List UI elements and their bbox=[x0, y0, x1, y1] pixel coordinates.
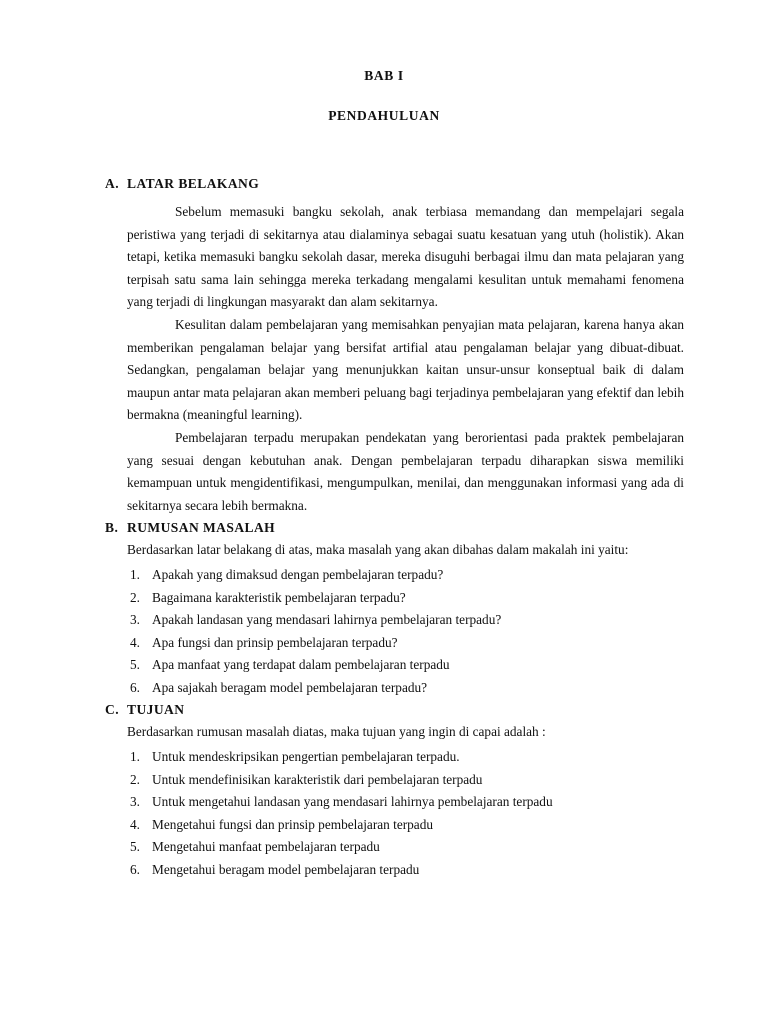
list-item-text: Untuk mendefinisikan karakteristik dari pembelajaran terpadu bbox=[152, 771, 483, 787]
list-item-text: Untuk mendeskripsikan pengertian pembelajaran terpadu. bbox=[152, 749, 460, 765]
list-item-number: 5. bbox=[130, 839, 140, 855]
section-b-heading-label: RUMUSAN MASALAH bbox=[127, 520, 276, 536]
list-item-text: Apa fungsi dan prinsip pembelajaran terpadu? bbox=[152, 634, 398, 650]
list-item bbox=[127, 587, 684, 610]
chapter-name-heading: PENDAHULUAN bbox=[328, 108, 440, 123]
list-item bbox=[127, 769, 684, 792]
list-item-number: 4. bbox=[130, 816, 140, 832]
list-item bbox=[127, 746, 684, 769]
list-item bbox=[127, 836, 684, 859]
list-item-number: 6. bbox=[130, 862, 140, 878]
section-b-heading bbox=[105, 517, 684, 539]
rumusan-masalah-list bbox=[127, 564, 684, 700]
list-item-number: 5. bbox=[130, 657, 140, 673]
list-item-text: Apa manfaat yang terdapat dalam pembelajaran terpadu bbox=[152, 657, 450, 673]
section-a-heading-label: LATAR BELAKANG bbox=[127, 176, 260, 191]
list-item-text: Apa sajakah beragam model pembelajaran terpadu? bbox=[152, 679, 428, 695]
list-item-number: 4. bbox=[130, 634, 140, 650]
list-item-number: 2. bbox=[130, 589, 140, 605]
section-tujuan bbox=[0, 699, 768, 881]
list-item bbox=[127, 791, 684, 814]
tujuan-intro: Berdasarkan rumusan masalah diatas, maka tujuan yang ingin di capai adalah : bbox=[127, 724, 546, 740]
list-item-text: Mengetahui manfaat pembelajaran terpadu bbox=[152, 839, 380, 855]
rumusan-masalah-intro: Berdasarkan latar belakang di atas, maka masalah yang akan dibahas dalam makalah ini yaitu: bbox=[127, 542, 629, 558]
section-a-heading bbox=[105, 173, 684, 195]
list-item-text: Apakah landasan yang mendasari lahirnya pembelajaran terpadu? bbox=[152, 612, 502, 628]
section-b-marker: B. bbox=[105, 520, 119, 536]
list-item bbox=[127, 677, 684, 700]
section-c-heading-label: TUJUAN bbox=[127, 702, 185, 718]
list-item bbox=[127, 632, 684, 655]
paragraph-latar-belakang-1: Sebelum memasuki bangku sekolah, anak terbiasa memandang dan mempelajari segala peristiwa yang terjadi di sekitarnya atau dialaminya sebagai suatu kesatuan yang utuh (holistik). Akan tetapi, ketika memasuki bangku sekolah dasar, mereka disuguhi berbagai ilmu dan mata pelajaran yang terpisah satu sama lain sehingga mereka terkadang mengalami kesulitan untuk memahami fenomena yang terjadi di lingkungan masyarakt dan alam sekitarnya. bbox=[127, 204, 684, 310]
list-item bbox=[127, 564, 684, 587]
list-item bbox=[127, 814, 684, 837]
paragraph-latar-belakang-2: Kesulitan dalam pembelajaran yang memisahkan penyajian mata pelajaran, karena hanya akan memberikan pengalaman belajar yang bersifat artifial atau pengalaman belajar yang dibuat-dibuat. Sedangkan, pengalaman belajar yang menunjukkan kaitan unsur-unsur konseptual baik di dalam maupun antar mata pelajaran akan memberi peluang bagi terjadinya pembelajaran yang efektif dan lebih bermakna (meaningful learning). bbox=[127, 316, 684, 423]
section-c-marker: C. bbox=[105, 702, 120, 718]
list-item-number: 1. bbox=[130, 566, 140, 582]
section-rumusan-masalah bbox=[0, 517, 768, 699]
list-item bbox=[127, 859, 684, 882]
list-item-text: Bagaimana karakteristik pembelajaran terpadu? bbox=[152, 589, 406, 605]
list-item-text: Untuk mengetahui landasan yang mendasari lahirnya pembelajaran terpadu bbox=[152, 794, 553, 810]
list-item-number: 2. bbox=[130, 771, 140, 787]
section-c-heading bbox=[105, 699, 684, 721]
list-item-number: 6. bbox=[130, 679, 140, 695]
list-item-text: Mengetahui beragam model pembelajaran terpadu bbox=[152, 862, 420, 878]
list-item bbox=[127, 609, 684, 632]
tujuan-list bbox=[127, 746, 684, 882]
list-item bbox=[127, 654, 684, 677]
section-a-marker: A. bbox=[105, 176, 120, 191]
list-item-text: Mengetahui fungsi dan prinsip pembelajaran terpadu bbox=[152, 816, 433, 832]
chapter-number-heading: BAB I bbox=[364, 68, 404, 83]
list-item-text: Apakah yang dimaksud dengan pembelajaran terpadu? bbox=[152, 566, 444, 582]
paragraph-latar-belakang-3: Pembelajaran terpadu merupakan pendekatan yang berorientasi pada praktek pembelajaran yang sesuai dengan kebutuhan anak. Dengan pembelajaran terpadu diharapkan siswa memiliki kemampuan untuk mengidentifikasi, mengumpulkan, menilai, dan menggunakan informasi yang ada di sekitarnya secara lebih bermakna. bbox=[127, 429, 684, 513]
section-latar-belakang bbox=[0, 173, 768, 517]
list-item-number: 1. bbox=[130, 749, 140, 765]
list-item-number: 3. bbox=[130, 612, 140, 628]
list-item-number: 3. bbox=[130, 794, 140, 810]
